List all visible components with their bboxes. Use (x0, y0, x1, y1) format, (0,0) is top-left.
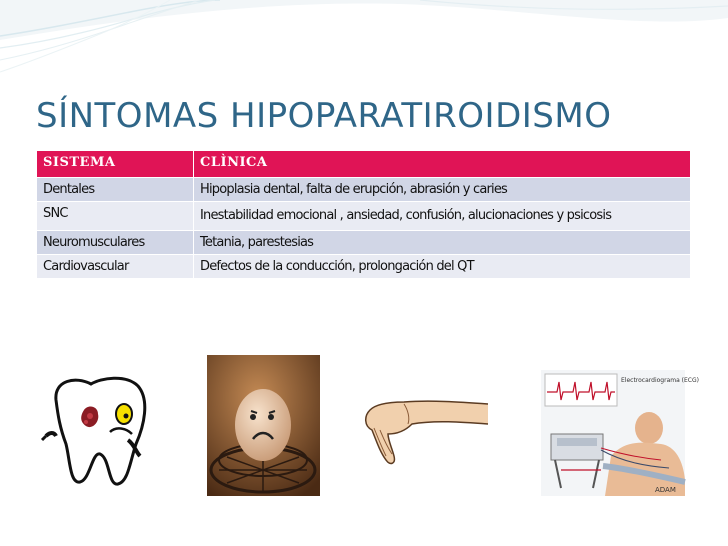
ecg-caption (621, 377, 699, 384)
header-clinica: CLÌNICA (194, 151, 691, 178)
ecg-image (541, 370, 699, 496)
decorative-waves (0, 0, 728, 110)
illustrations (0, 350, 728, 546)
table-row (37, 178, 691, 202)
table-row (37, 231, 691, 255)
cell-sistema: Neuromusculares (37, 231, 194, 255)
table-header-row (37, 151, 691, 178)
tetany-hand-image (350, 390, 490, 470)
symptoms-table (36, 150, 691, 279)
cell-sistema: Dentales (37, 178, 194, 202)
table-row (37, 255, 691, 279)
sad-tooth-image (36, 370, 166, 490)
sad-egg-image (207, 355, 320, 496)
slide-title: SÍNTOMAS HIPOPARATIROIDISMO (36, 96, 612, 136)
svg-text:Electrocardiograma (ECG): Electrocardiograma (ECG) (621, 377, 699, 384)
cell-clinica: Inestabilidad emocional , ansiedad, confusión, alucionaciones y psicosis (194, 202, 691, 231)
cell-clinica: Hipoplasia dental, falta de erupción, abrasión y caries (194, 178, 691, 202)
cell-sistema: SNC (37, 202, 194, 231)
header-sistema: SISTEMA (37, 151, 194, 178)
adam-logo (655, 486, 676, 494)
cell-clinica: Tetania, parestesias (194, 231, 691, 255)
cell-clinica: Defectos de la conducción, prolongación del QT (194, 255, 691, 279)
svg-text:ADAM: ADAM (655, 486, 676, 494)
cell-sistema: Cardiovascular (37, 255, 194, 279)
table-row (37, 202, 691, 231)
